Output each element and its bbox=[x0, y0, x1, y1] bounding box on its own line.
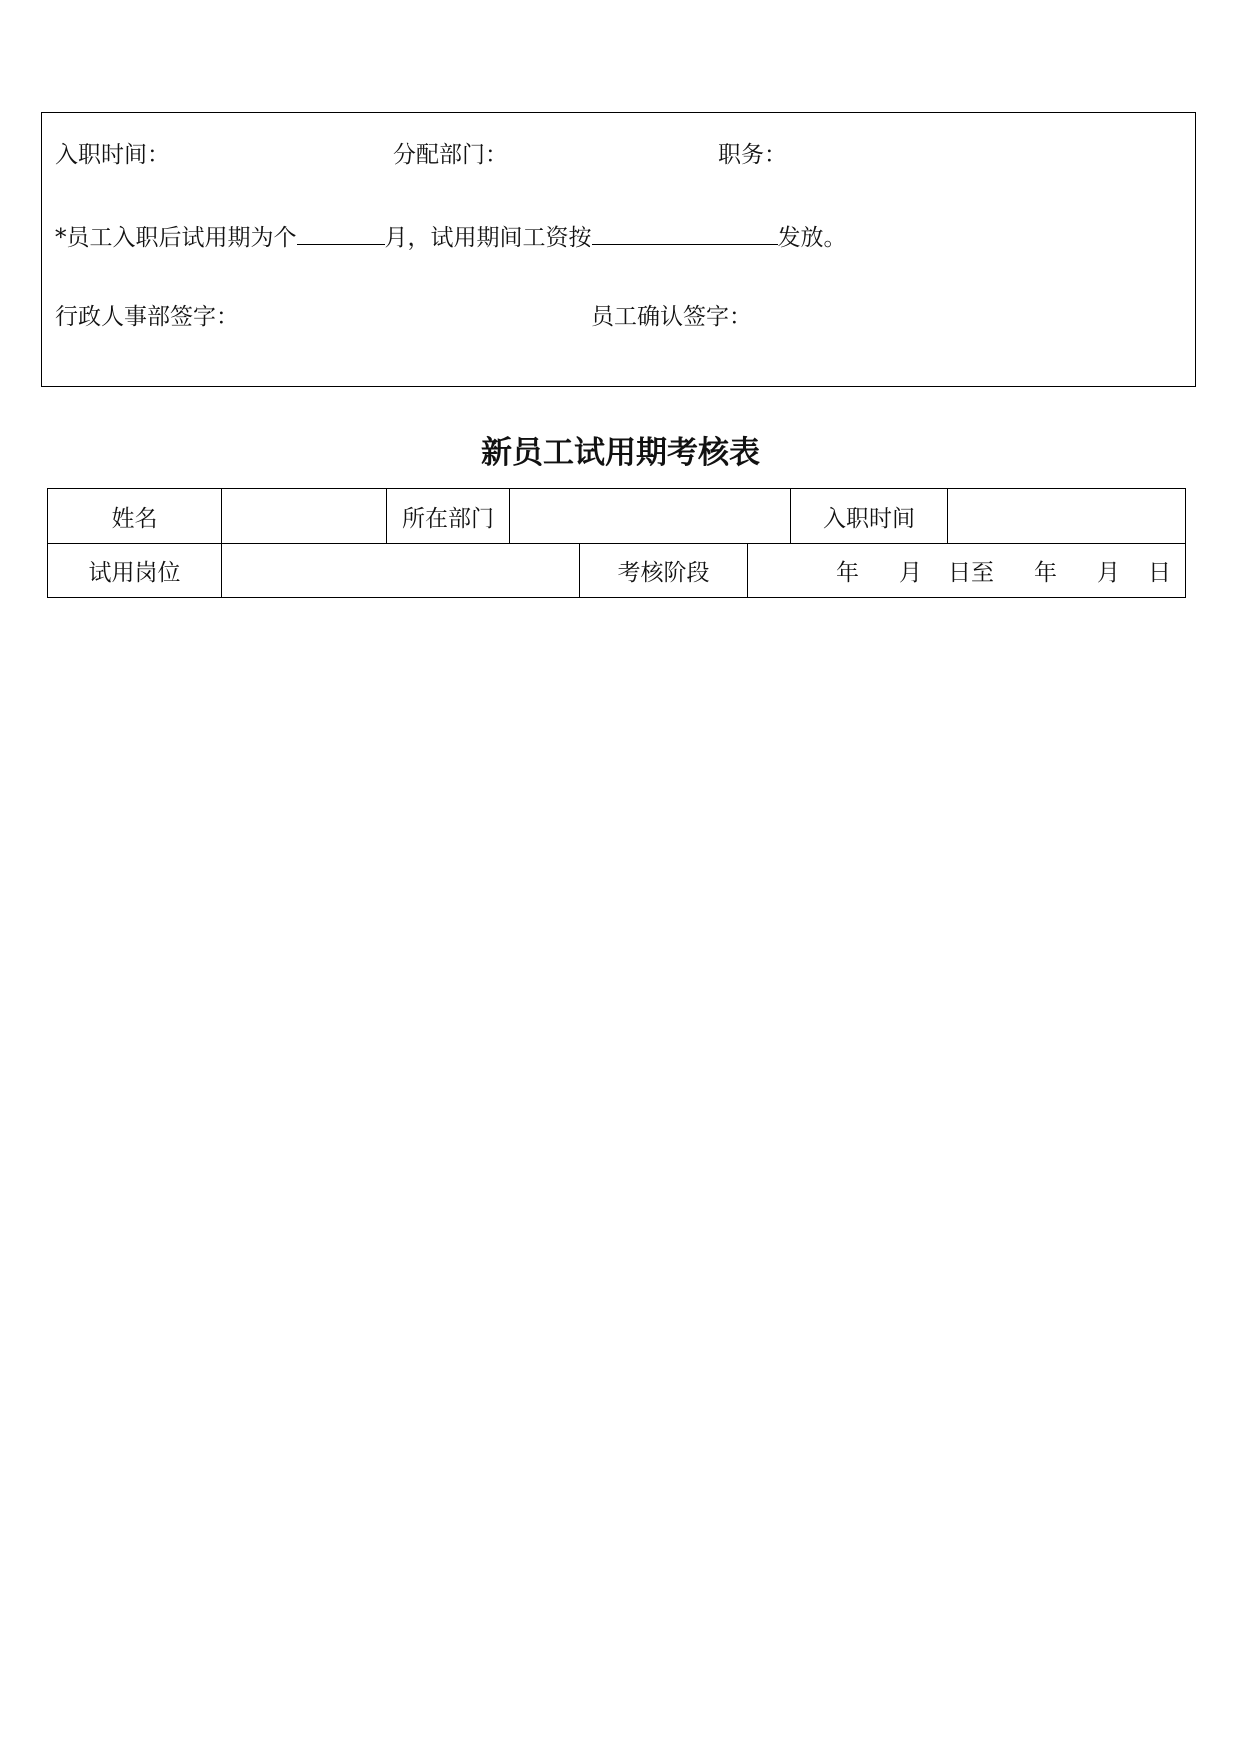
probation-salary-blank[interactable] bbox=[592, 222, 778, 245]
stage-month-end: 月 bbox=[1097, 560, 1120, 586]
dept-value-cell[interactable] bbox=[509, 488, 791, 544]
employee-sign-label: 员工确认签字： bbox=[591, 304, 752, 330]
assigned-dept-label: 分配部门： bbox=[393, 142, 508, 168]
probation-suffix: 发放。 bbox=[777, 225, 847, 251]
probation-prefix: *员工入职后试用期为个 bbox=[55, 225, 297, 251]
position-label: 职务： bbox=[718, 142, 787, 168]
name-label: 姓名 bbox=[111, 505, 158, 532]
dept-label-cell bbox=[386, 488, 510, 544]
post-label: 试用岗位 bbox=[88, 560, 181, 586]
probation-sentence bbox=[55, 222, 847, 252]
stage-day-to: 日至 bbox=[948, 560, 994, 586]
probation-mid: 月，试用期间工资按 bbox=[384, 225, 592, 251]
entry-time-label: 入职时间 bbox=[823, 505, 915, 532]
stage-dates-cell[interactable] bbox=[747, 543, 1186, 598]
entry-time-label: 入职时间： bbox=[55, 142, 170, 168]
assessment-table bbox=[47, 488, 1186, 598]
stage-label-cell bbox=[579, 543, 748, 598]
name-value-cell[interactable] bbox=[221, 488, 387, 544]
stage-label: 考核阶段 bbox=[617, 560, 710, 586]
name-label-cell bbox=[47, 488, 222, 544]
post-value-cell[interactable] bbox=[221, 543, 580, 598]
entry-time-value-cell[interactable] bbox=[947, 488, 1186, 544]
stage-month-start: 月 bbox=[899, 560, 922, 586]
form-title: 新员工试用期考核表 bbox=[481, 435, 760, 471]
post-label-cell bbox=[47, 543, 222, 598]
stage-year-end: 年 bbox=[1034, 560, 1057, 586]
hr-sign-label: 行政人事部签字： bbox=[55, 304, 239, 330]
entry-time-label-cell bbox=[790, 488, 948, 544]
stage-day-end: 日 bbox=[1148, 560, 1171, 586]
dept-label: 所在部门 bbox=[402, 505, 494, 532]
stage-year-start: 年 bbox=[836, 560, 859, 586]
employment-notice-box bbox=[41, 112, 1196, 387]
probation-months-blank[interactable] bbox=[297, 222, 385, 245]
